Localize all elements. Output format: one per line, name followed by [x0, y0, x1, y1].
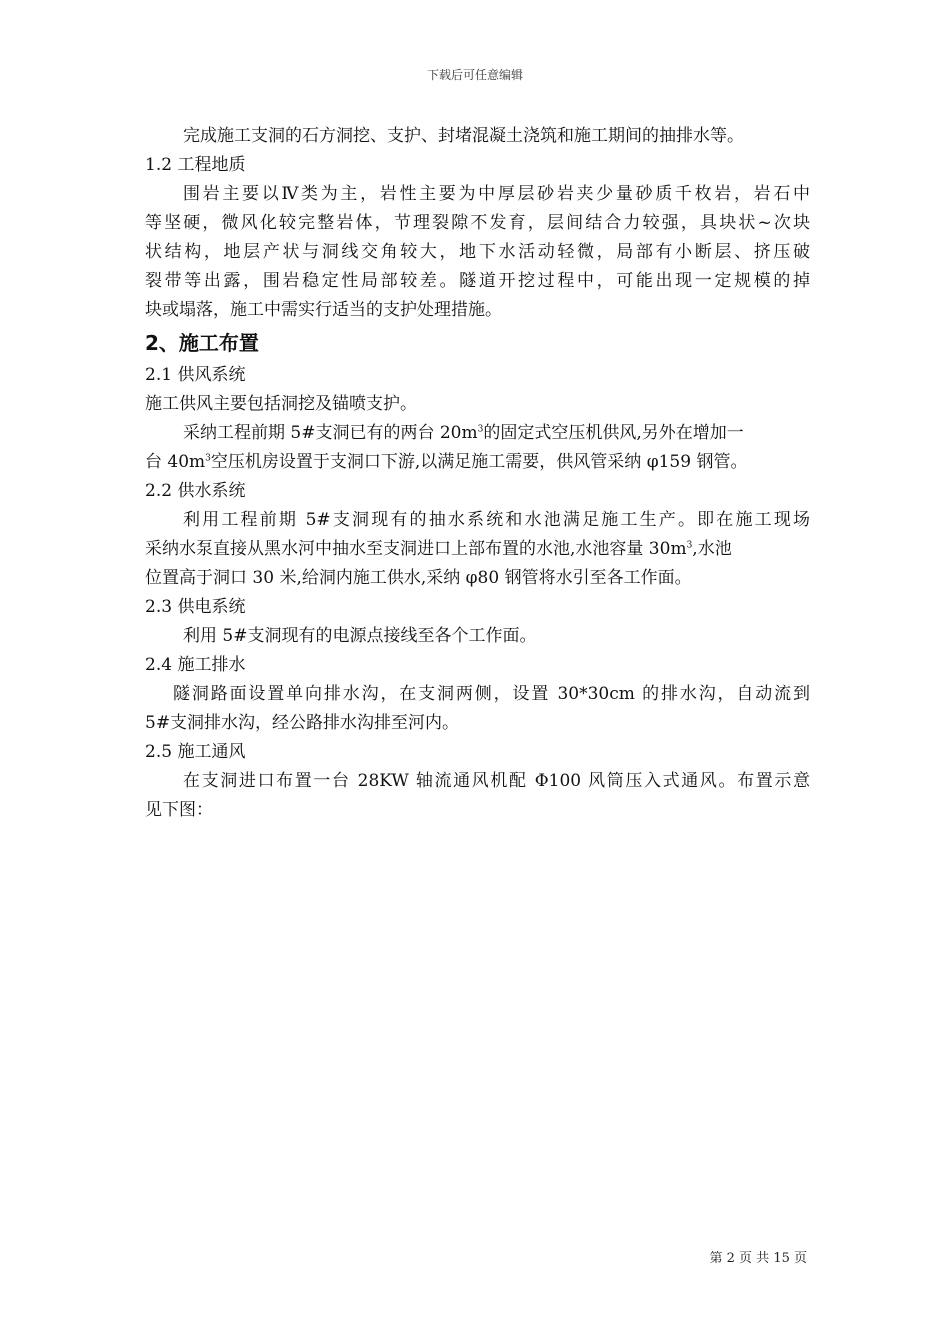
superscript: 3 — [477, 424, 484, 435]
superscript: 3 — [205, 453, 211, 464]
paragraph-line: 等坚硬，微风化较完整岩体，节理裂隙不发育，层间结合力较强，具块状~次块 — [145, 213, 810, 233]
paragraph-line: 块或塌落，施工中需实行适当的支护处理措施。 — [145, 300, 502, 320]
paragraph-line: 施工供风主要包括洞挖及锚喷支护。 — [145, 394, 417, 414]
paragraph-line: 利用 5#支洞现有的电源点接线至各个工作面。 — [183, 626, 537, 646]
paragraph-line: 完成施工支洞的石方洞挖、支护、封堵混凝土浇筑和施工期间的抽排水等。 — [183, 126, 744, 146]
paragraph-line: 围岩主要以Ⅳ类为主，岩性主要为中厚层砂岩夹少量砂质千枚岩，岩石中 — [183, 184, 810, 204]
superscript: 3 — [686, 540, 693, 551]
subsection-heading-2-2: 2.2 供水系统 — [145, 481, 246, 501]
document-body — [145, 122, 810, 825]
subsection-heading-2-5: 2.5 施工通风 — [145, 742, 246, 762]
paragraph-line: 隧洞路面设置单向排水沟，在支洞两侧，设置 30*30cm 的排水沟，自动流到 — [173, 684, 810, 704]
paragraph-line — [145, 535, 810, 564]
page-number: 第 2 页 共 15 页 — [709, 1251, 807, 1266]
paragraph-line: 见下图： — [145, 800, 213, 820]
subsection-heading-1-2: 1.2 工程地质 — [145, 155, 246, 175]
subsection-heading-2-1: 2.1 供风系统 — [145, 365, 246, 385]
subsection-heading-2-4: 2.4 施工排水 — [145, 655, 246, 675]
paragraph-line: 5#支洞排水沟，经公路排水沟排至河内。 — [145, 713, 460, 733]
text-run: 空压机房设置于支洞口下游,以满足施工需要，供风管采纳 φ159 钢管。 — [210, 452, 748, 472]
paragraph-line: 利用工程前期 5#支洞现有的抽水系统和水池满足施工生产。即在施工现场 — [183, 510, 810, 530]
subsection-heading-2-3: 2.3 供电系统 — [145, 597, 246, 617]
paragraph-line: 在支洞进口布置一台 28KW 轴流通风机配 Φ100 风筒压入式通风。布置示意 — [183, 771, 810, 791]
text-run: ,水池 — [692, 539, 732, 559]
paragraph-line: 裂带等出露，围岩稳定性局部较差。隧道开挖过程中，可能出现一定规模的掉 — [145, 271, 810, 291]
paragraph-line — [145, 419, 810, 448]
text-run: 台 40m — [145, 452, 206, 472]
paragraph-line — [145, 448, 810, 477]
text-run: 的固定式空压机供风,另外在增加一 — [483, 423, 744, 443]
paragraph-line: 位置高于洞口 30 米,给洞内施工供水,采纳 φ80 钢管将水引至各工作面。 — [145, 568, 692, 588]
text-run: 采纳工程前期 5#支洞已有的两台 20m — [183, 423, 478, 443]
text-run: 采纳水泵直接从黑水河中抽水至支洞进口上部布置的水池,水池容量 30m — [145, 539, 687, 559]
page-header: 下载后可任意编辑 — [426, 68, 523, 82]
paragraph-line: 状结构，地层产状与洞线交角较大，地下水活动轻微，局部有小断层、挤压破 — [145, 242, 810, 262]
section-heading-2: 2、施工布置 — [145, 331, 259, 355]
